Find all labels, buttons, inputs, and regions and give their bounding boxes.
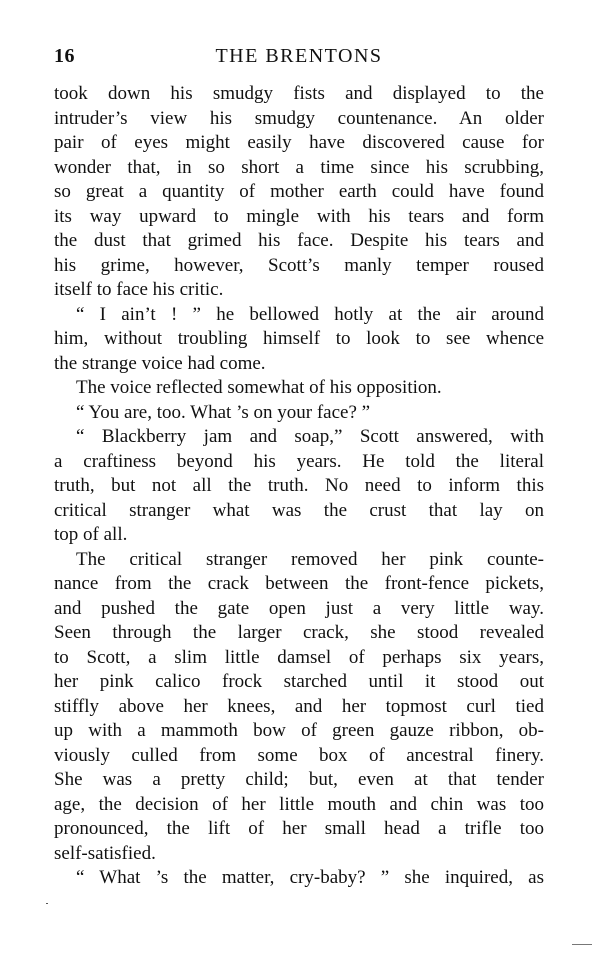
- page-number: 16: [54, 45, 75, 67]
- text-line: wonder that, in so short a time since his scrubbing,: [54, 156, 544, 178]
- text-line: She was a pretty child; but, even at that tender: [54, 769, 544, 790]
- text-line: its way upward to mingle with his tears and form: [54, 205, 544, 227]
- text-line: self-satisfied.: [54, 842, 156, 864]
- text-line: The critical stranger removed her pink counte-: [76, 548, 544, 570]
- text-line: The voice reflected somewhat of his opposition.: [76, 377, 442, 398]
- text-line: so great a quantity of mother earth could have found: [54, 181, 544, 202]
- scan-speck: [46, 903, 48, 904]
- text-line: and pushed the gate open just a very little way.: [54, 597, 544, 619]
- text-line: critical stranger what was the crust that lay on: [54, 499, 544, 521]
- text-line: stiffly above her knees, and her topmost curl tied: [54, 695, 544, 717]
- text-line: his grime, however, Scott’s manly temper roused: [54, 254, 544, 276]
- running-title: THE BRENTONS: [215, 45, 383, 67]
- text-line: to Scott, a slim little damsel of perhaps six years,: [54, 646, 544, 668]
- text-line: “ Blackberry jam and soap,” Scott answered, with: [76, 426, 544, 447]
- text-line: pronounced, the lift of her small head a trifle too: [54, 818, 544, 839]
- text-line: truth, but not all the truth. No need to inform this: [54, 475, 544, 496]
- text-line: age, the decision of her little mouth and chin was too: [54, 793, 544, 815]
- text-line: the strange voice had come.: [54, 352, 266, 374]
- body-text: [54, 82, 544, 891]
- text-line: up with a mammoth bow of green gauze ribbon, ob-: [54, 720, 544, 741]
- text-line: itself to face his critic.: [54, 279, 224, 300]
- text-line: “ I ain’t ! ” he bellowed hotly at the air around: [76, 303, 544, 325]
- text-line: intruder’s view his smudgy countenance. An older: [54, 107, 544, 129]
- text-line: top of all.: [54, 524, 128, 545]
- text-line: the dust that grimed his face. Despite his tears and: [54, 230, 544, 251]
- text-line: “ What ’s the matter, cry-baby? ” she inquired, as: [76, 867, 544, 888]
- text-line: him, without troubling himself to look to see whence: [54, 328, 544, 349]
- text-line: “ You are, too. What ’s on your face? ”: [76, 401, 371, 423]
- page-header: [54, 45, 544, 75]
- text-line: her pink calico frock starched until it stood out: [54, 671, 544, 692]
- text-line: viously culled from some box of ancestral finery.: [54, 744, 544, 766]
- text-line: nance from the crack between the front-fence pickets,: [54, 573, 544, 594]
- text-line: pair of eyes might easily have discovered cause for: [54, 132, 544, 153]
- text-line: a craftiness beyond his years. He told the literal: [54, 450, 544, 472]
- text-line: took down his smudgy fists and displayed to the: [54, 83, 544, 104]
- text-line: Seen through the larger crack, she stood revealed: [54, 622, 544, 643]
- scan-mark: [572, 944, 592, 945]
